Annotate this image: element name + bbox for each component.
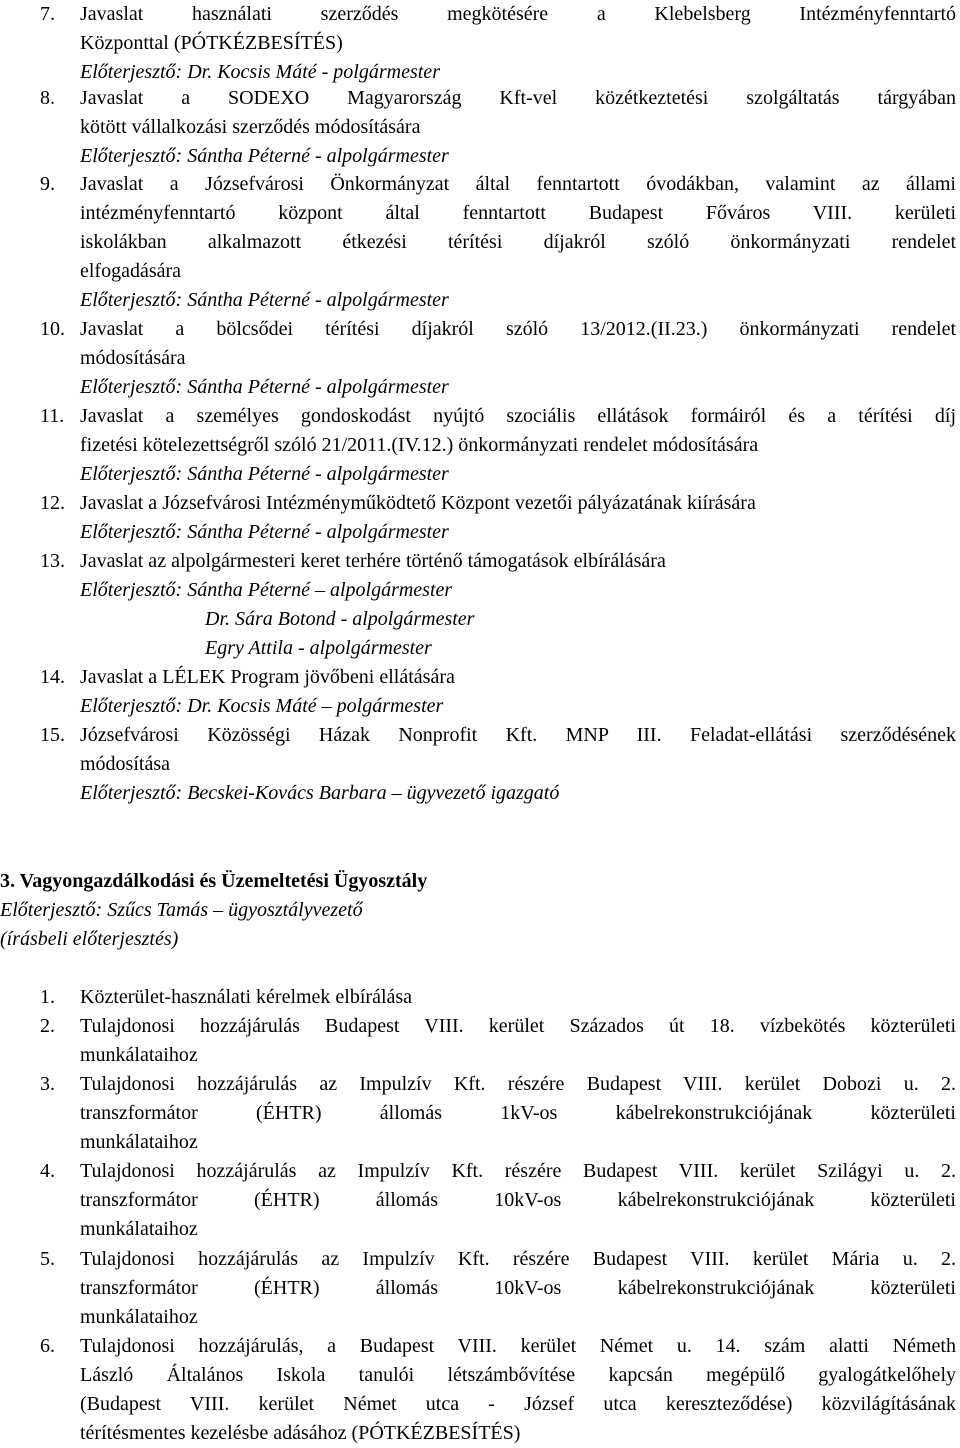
section-item: [0, 1332, 956, 1448]
item-text-line: Javaslat az alpolgármesteri keret terhére történő támogatások elbírálására: [80, 550, 666, 572]
presenter-line: Előterjesztő: Sántha Péterné - alpolgármester: [80, 145, 449, 167]
item-number: 2.: [40, 1015, 55, 1037]
item-text-line: kötött vállalkozási szerződés módosítására: [80, 116, 421, 138]
item-text-line: módosítása: [80, 753, 170, 775]
item-text-line: Javaslat a LÉLEK Program jövőbeni ellátására: [80, 666, 455, 688]
item-text-line: fizetési kötelezettségről szóló 21/2011.(IV.12.) önkormányzati rendelet módosítására: [80, 434, 759, 456]
item-text-line: módosítására: [80, 347, 186, 369]
item-text-line: (Budapest VIII. kerület Német utca - József utca kereszteződése) közvilágításának: [80, 1393, 956, 1415]
presenter-line: Előterjesztő: Sántha Péterné – alpolgármester: [80, 579, 453, 601]
item-text-line: Tulajdonosi hozzájárulás, a Budapest VIII. kerület Német u. 14. szám alatti Németh: [80, 1335, 956, 1357]
item-text-line: elfogadására: [80, 260, 182, 282]
item-number: 10.: [40, 318, 65, 340]
presenter-line: Előterjesztő: Sántha Péterné - alpolgármester: [80, 463, 449, 485]
section-note: (írásbeli előterjesztés): [0, 928, 179, 950]
item-text-line: Javaslat a Józsefvárosi Önkormányzat által fenntartott óvodákban, valamint az állami: [80, 173, 956, 195]
item-number: 11.: [40, 405, 65, 427]
presenter-line: Dr. Sára Botond - alpolgármester: [205, 608, 475, 630]
item-number: 1.: [40, 986, 55, 1008]
item-text-line: Tulajdonosi hozzájárulás Budapest VIII. kerület Százados út 18. vízbekötés közterületi: [80, 1015, 956, 1037]
presenter-line: Előterjesztő: Dr. Kocsis Máté - polgármester: [80, 61, 440, 83]
agenda-item: [0, 170, 956, 315]
presenter-line: Előterjesztő: Sántha Péterné - alpolgármester: [80, 521, 449, 543]
agenda-item: [0, 315, 956, 402]
item-number: 15.: [40, 724, 65, 746]
item-text-line: munkálataihoz: [80, 1218, 198, 1240]
item-text-line: transzformátor (ÉHTR) állomás 10kV-os kábelrekonstrukciójának közterületi: [80, 1189, 956, 1211]
item-text-line: transzformátor (ÉHTR) állomás 10kV-os kábelrekonstrukciójának közterületi: [80, 1277, 956, 1299]
item-number: 7.: [40, 3, 55, 25]
agenda-item: [0, 0, 956, 87]
item-number: 5.: [40, 1248, 55, 1270]
item-text-line: Központtal (PÓTKÉZBESÍTÉS): [80, 32, 343, 54]
item-text-line: Közterület-használati kérelmek elbírálása: [80, 986, 413, 1008]
section-presenter: Előterjesztő: Szűcs Tamás – ügyosztályvezető: [0, 899, 363, 921]
agenda-item: [0, 663, 956, 721]
item-number: 14.: [40, 666, 65, 688]
item-number: 8.: [40, 87, 55, 109]
item-text-line: Tulajdonosi hozzájárulás az Impulzív Kft. részére Budapest VIII. kerület Szilágyi u. 2.: [80, 1160, 956, 1182]
item-number: 6.: [40, 1335, 55, 1357]
item-text-line: Javaslat a SODEXO Magyarország Kft-vel közétkeztetési szolgáltatás tárgyában: [80, 87, 956, 109]
item-text-line: munkálataihoz: [80, 1131, 198, 1153]
section-item: [0, 983, 956, 1012]
item-text-line: Javaslat a személyes gondoskodást nyújtó szociális ellátások formáiról és a térítési díj: [80, 405, 956, 427]
item-text-line: Tulajdonosi hozzájárulás az Impulzív Kft. részére Budapest VIII. kerület Dobozi u. 2.: [80, 1073, 956, 1095]
agenda-item: [0, 84, 956, 171]
presenter-line: Előterjesztő: Sántha Péterné - alpolgármester: [80, 376, 449, 398]
section-item: [0, 1245, 956, 1332]
section-item: [0, 1157, 956, 1244]
item-text-line: Javaslat a bölcsődei térítési díjakról szóló 13/2012.(II.23.) önkormányzati rendelet: [80, 318, 956, 340]
item-text-line: Javaslat a Józsefvárosi Intézményműködtető Központ vezetői pályázatának kiírására: [80, 492, 756, 514]
presenter-line: Egry Attila - alpolgármester: [205, 637, 432, 659]
item-text-line: Tulajdonosi hozzájárulás az Impulzív Kft. részére Budapest VIII. kerület Mária u. 2.: [80, 1248, 956, 1270]
section-header: [0, 867, 956, 954]
item-text-line: munkálataihoz: [80, 1044, 198, 1066]
item-text-line: Józsefvárosi Közösségi Házak Nonprofit Kft. MNP III. Feladat-ellátási szerződésének: [80, 724, 956, 746]
section-item: [0, 1070, 956, 1157]
item-number: 9.: [40, 173, 55, 195]
section-item: [0, 1012, 956, 1070]
item-number: 13.: [40, 550, 65, 572]
agenda-item: [0, 721, 956, 808]
agenda-item: [0, 489, 956, 547]
item-text-line: transzformátor (ÉHTR) állomás 1kV-os kábelrekonstrukciójának közterületi: [80, 1102, 956, 1124]
item-text-line: munkálataihoz: [80, 1306, 198, 1328]
item-number: 4.: [40, 1160, 55, 1182]
item-text-line: Javaslat használati szerződés megkötésére a Klebelsberg Intézményfenntartó: [80, 3, 956, 25]
item-number: 3.: [40, 1073, 55, 1095]
item-text-line: intézményfenntartó központ által fenntartott Budapest Főváros VIII. kerületi: [80, 202, 956, 224]
item-text-line: iskolákban alkalmazott étkezési térítési díjakról szóló önkormányzati rendelet: [80, 231, 956, 253]
agenda-item: [0, 547, 956, 663]
presenter-line: Előterjesztő: Dr. Kocsis Máté – polgármester: [80, 695, 444, 717]
item-number: 12.: [40, 492, 65, 514]
presenter-line: Előterjesztő: Becskei-Kovács Barbara – ügyvezető igazgató: [80, 782, 560, 804]
item-text-line: László Általános Iskola tanulói létszámbővítése kapcsán megépülő gyalogátkelőhely: [80, 1364, 956, 1386]
item-text-line: térítésmentes kezelésbe adásához (PÓTKÉZBESÍTÉS): [80, 1422, 521, 1444]
presenter-line: Előterjesztő: Sántha Péterné - alpolgármester: [80, 289, 449, 311]
agenda-item: [0, 402, 956, 489]
section-title: 3. Vagyongazdálkodási és Üzemeltetési Ügyosztály: [0, 870, 428, 892]
